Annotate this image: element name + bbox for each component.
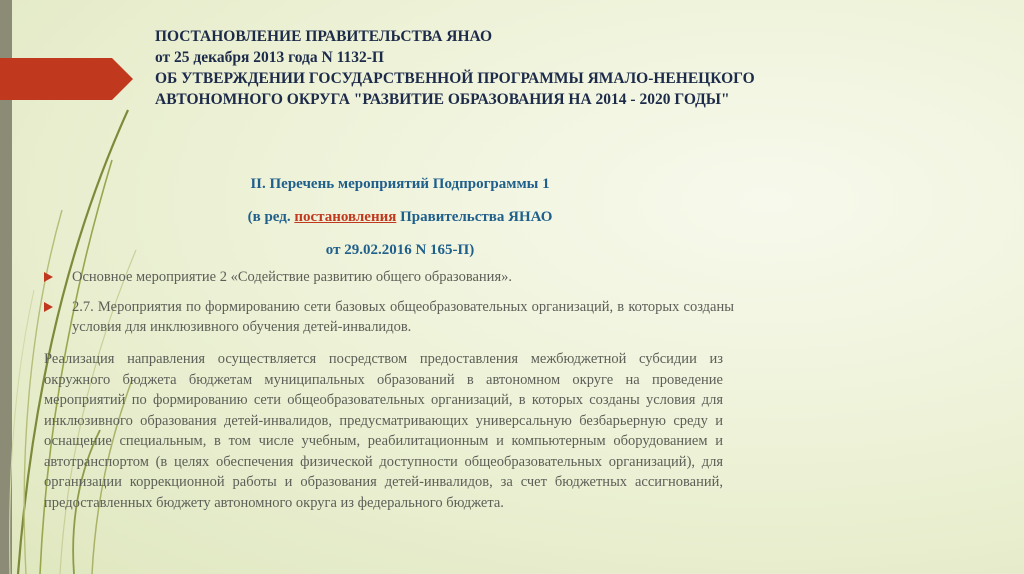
red-arrow-marker xyxy=(0,58,133,100)
decree-link[interactable]: постановления xyxy=(294,209,397,225)
title-line-2: от 25 декабря 2013 года N 1132-П xyxy=(155,49,384,66)
edition-note xyxy=(200,207,600,240)
list-item-text: 2.7. Мероприятия по формированию сети базовых общеобразовательных организаций, в которых созданы условия для инклюзивного обучения детей-инвалидов. xyxy=(72,299,734,335)
title-line-3: ОБ УТВЕРЖДЕНИИ ГОСУДАРСТВЕННОЙ ПРОГРАММЫ ЯМАЛО-НЕНЕЦКОГО xyxy=(155,70,755,87)
document-title xyxy=(155,26,875,110)
edition-prefix: (в ред. xyxy=(247,209,295,225)
bullet-arrow-icon xyxy=(44,302,53,312)
list-item-text: Основное мероприятие 2 «Содействие развитию общего образования». xyxy=(72,269,512,285)
title-line-1: ПОСТАНОВЛЕНИЕ ПРАВИТЕЛЬСТВА ЯНАО xyxy=(155,28,493,45)
body-paragraph: Реализация направления осуществляется посредством предоставления межбюджетной субсидии из окружного бюджета бюджетам муниципальных образований в автономном округе на проведение мероприятий по формированию сети общеобразовательных организаций, в которых созданы условия для инклюзивного образования детей-инвалидов, предусматривающих универсальную безбарьерную среду и оснащение специальным, в том числе учебным, реабилитационным и компьютерным оборудованием и автотранспортом (в целях обеспечения физической доступности общеобразовательных организаций), для организации коррекционной работы и образования детей-инвалидов, за счет бюджетных ассигнований, предоставленных бюджету автономного округа из федерального бюджета. xyxy=(44,351,723,511)
list-item xyxy=(44,297,734,337)
section-heading: II. Перечень мероприятий Подпрограммы 1 xyxy=(250,176,550,192)
title-line-4: АВТОНОМНОГО ОКРУГА "РАЗВИТИЕ ОБРАЗОВАНИЯ НА 2014 - 2020 ГОДЫ" xyxy=(155,91,730,108)
bullet-arrow-icon xyxy=(44,272,53,282)
edition-suffix: Правительства ЯНАО xyxy=(396,209,553,225)
list-item xyxy=(44,267,734,287)
edition-date: от 29.02.2016 N 165-П) xyxy=(325,242,475,258)
section-header xyxy=(200,174,600,273)
